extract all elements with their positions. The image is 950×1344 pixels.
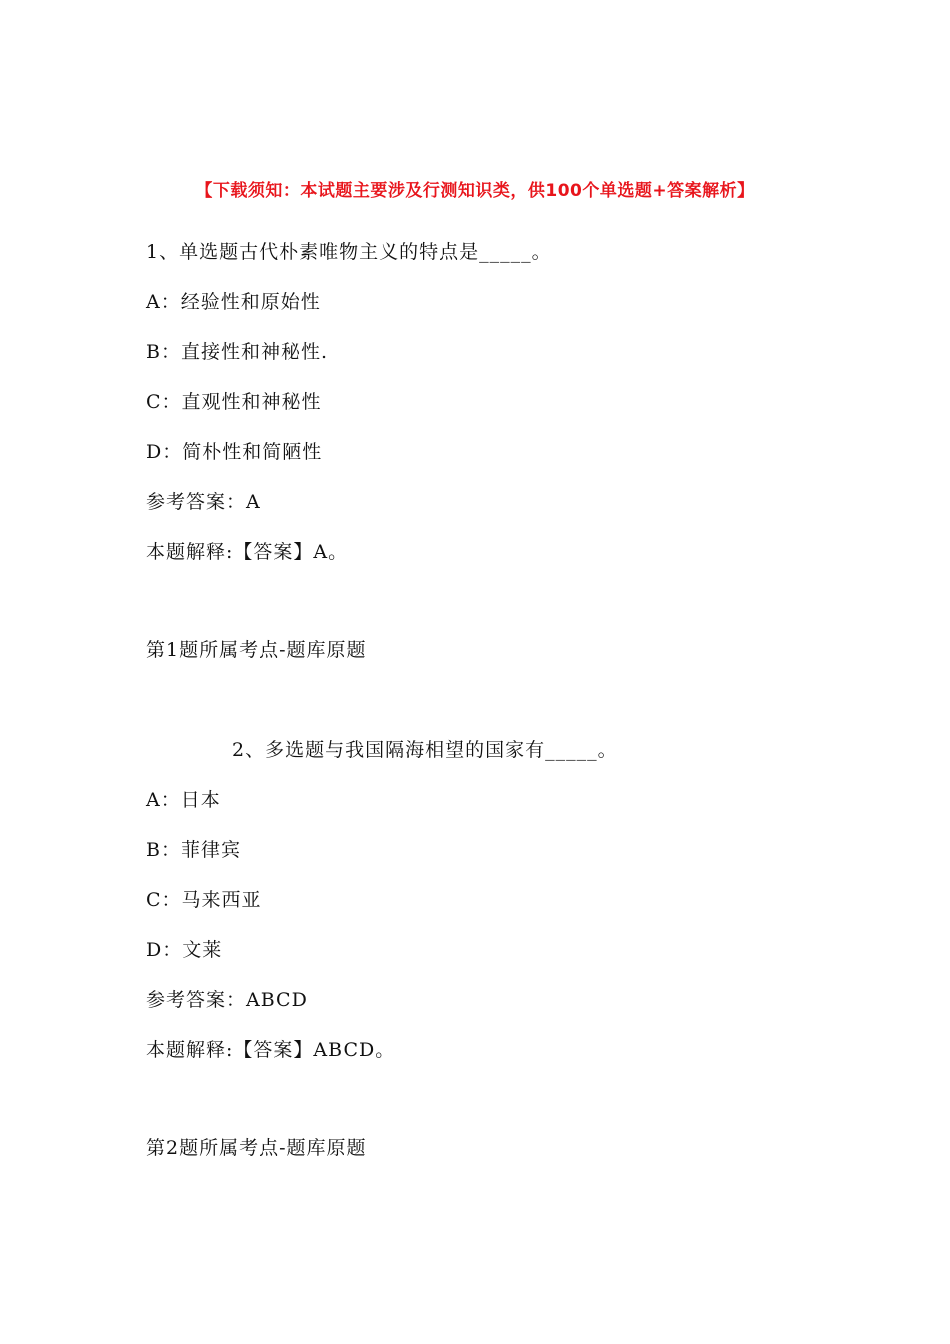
option-a: A：日本: [146, 789, 221, 811]
option-c: C：马来西亚: [146, 889, 262, 911]
answer-explanation: 本题解释:【答案】ABCD。: [146, 1039, 396, 1061]
option-b: B：直接性和神秘性.: [146, 341, 329, 363]
question-stem: 1、单选题古代朴素唯物主义的特点是_____。: [146, 241, 552, 263]
option-b: B：菲律宾: [146, 839, 241, 861]
option-c: C：直观性和神秘性: [146, 391, 322, 413]
question-stem: 2、多选题与我国隔海相望的国家有_____。: [232, 739, 618, 761]
option-a: A：经验性和原始性: [146, 291, 321, 313]
option-d: D：简朴性和简陋性: [146, 441, 323, 463]
answer-explanation: 本题解释:【答案】A。: [146, 541, 349, 563]
option-d: D：文莱: [146, 939, 223, 961]
reference-answer: 参考答案：A: [146, 491, 261, 513]
download-notice: 【下载须知：本试题主要涉及行测知识类，供100个单选题+答案解析】: [195, 181, 755, 201]
reference-answer: 参考答案：ABCD: [146, 989, 308, 1011]
question-source: 第1题所属考点-题库原题: [146, 639, 367, 661]
question-source: 第2题所属考点-题库原题: [146, 1137, 367, 1159]
